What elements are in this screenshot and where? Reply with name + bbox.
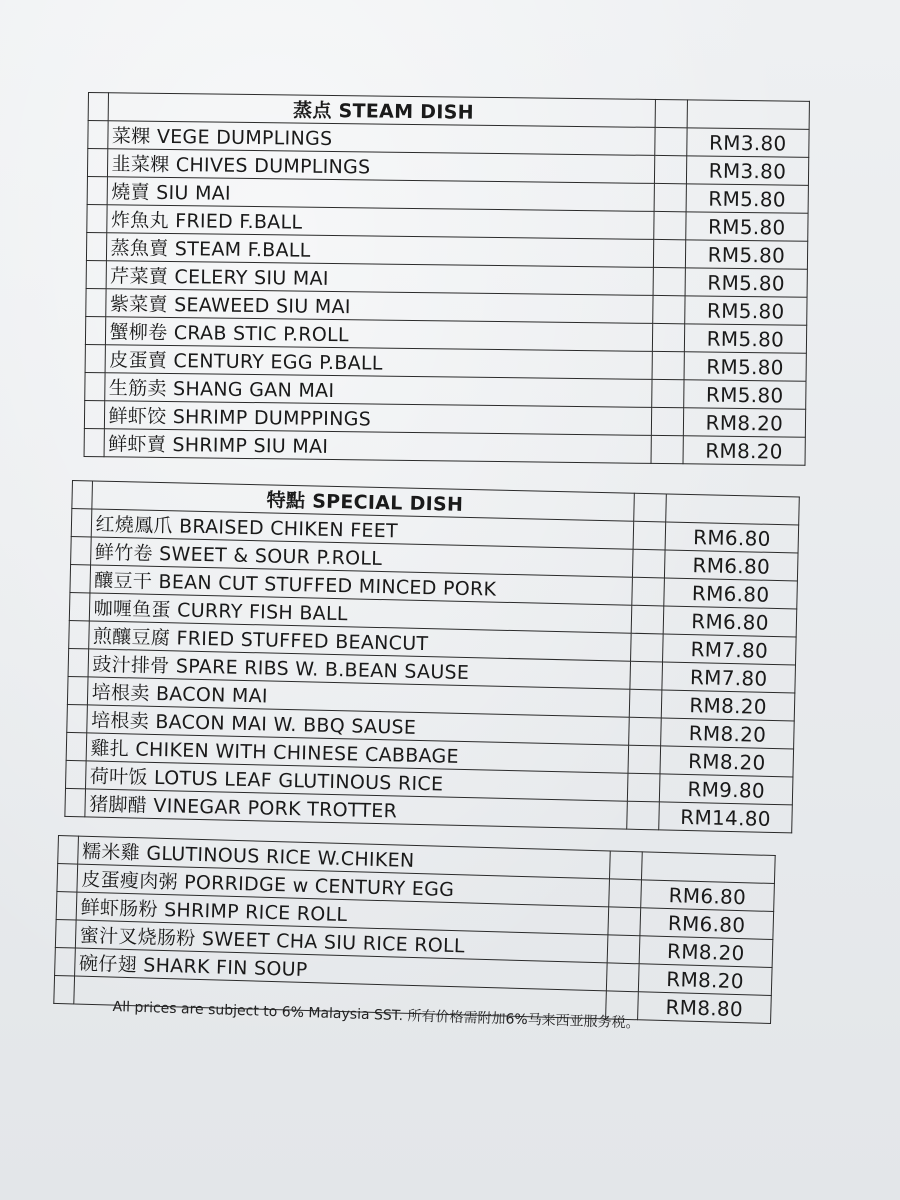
menu-item-price: RM8.20 bbox=[661, 690, 794, 721]
menu-item-name: 皮蛋賣 CENTURY EGG P.BALL bbox=[105, 345, 653, 380]
menu-item-price: RM6.80 bbox=[640, 908, 774, 940]
menu-item-name: 碗仔翅 SHARK FIN SOUP bbox=[74, 948, 607, 991]
menu-item-price: RM6.80 bbox=[664, 578, 797, 609]
menu-item-name: 鲜虾賣 SHRIMP SIU MAI bbox=[104, 429, 652, 464]
menu-item-name: 芹菜賣 CELERY SIU MAI bbox=[106, 261, 654, 296]
menu-item-price: RM7.80 bbox=[663, 634, 796, 665]
special-dish-header: 特點 SPECIAL DISH bbox=[91, 481, 634, 521]
menu-item-name: 猪脚醋 VINEGAR PORK TROTTER bbox=[84, 789, 627, 829]
menu-item-name: 釀豆干 BEAN CUT STUFFED MINCED PORK bbox=[90, 565, 633, 605]
steam-dish-header: 蒸点 STEAM DISH bbox=[108, 93, 656, 128]
menu-item-name: 蜜汁叉烧肠粉 SWEET CHA SIU RICE ROLL bbox=[75, 920, 608, 963]
menu-item-price: RM5.80 bbox=[685, 240, 808, 269]
menu-item-name: 培根卖 BACON MAI W. BBQ SAUSE bbox=[86, 705, 629, 745]
menu-item-name: 蒸魚賣 STEAM F.BALL bbox=[106, 233, 654, 268]
menu-item-price: RM8.20 bbox=[683, 436, 806, 465]
menu-item-price: RM3.80 bbox=[687, 128, 810, 157]
menu-item-name: 紫菜賣 SEAWEED SIU MAI bbox=[105, 289, 653, 324]
menu-item-price: RM5.80 bbox=[684, 352, 807, 381]
sst-footnote: All prices are subject to 6% Malaysia SST. 所有价格需附加6%马来西亚服务税。 bbox=[112, 998, 640, 1032]
menu-item-name: 糯米雞 GLUTINOUS RICE W.CHIKEN bbox=[77, 836, 610, 879]
menu-item-price: RM5.80 bbox=[684, 324, 807, 353]
menu-item-price: RM6.80 bbox=[640, 880, 774, 912]
special-dish-table bbox=[64, 480, 799, 833]
menu-item-name: 雞扎 CHIKEN WITH CHINESE CABBAGE bbox=[86, 733, 629, 773]
menu-item-price: RM6.80 bbox=[665, 522, 798, 553]
menu-item-name: 培根卖 BACON MAI bbox=[87, 677, 630, 717]
other-dish-table bbox=[53, 835, 775, 1024]
menu-item-price: RM6.80 bbox=[665, 550, 798, 581]
menu-item-price: RM8.20 bbox=[660, 746, 793, 777]
menu-item-name: 蟹柳卷 CRAB STIC P.ROLL bbox=[105, 317, 653, 352]
menu-item-name: 菜粿 VEGE DUMPLINGS bbox=[107, 121, 655, 156]
menu-item-price: RM8.20 bbox=[661, 718, 794, 749]
steam-dish-table bbox=[84, 92, 810, 466]
menu-item-name: 生筋卖 SHANG GAN MAI bbox=[104, 373, 652, 408]
menu-item-price: RM9.80 bbox=[660, 774, 793, 805]
menu-item-price: RM8.20 bbox=[638, 964, 772, 996]
menu-item-price: RM5.80 bbox=[685, 268, 808, 297]
menu-item-name: 红燒鳳爪 BRAISED CHIKEN FEET bbox=[91, 509, 634, 549]
menu-item-price: RM5.80 bbox=[686, 184, 809, 213]
menu-item-name: 鲜竹卷 SWEET & SOUR P.ROLL bbox=[90, 537, 633, 577]
menu-item-name: 咖喱鱼蛋 CURRY FISH BALL bbox=[89, 593, 632, 633]
menu-item-price bbox=[641, 852, 775, 884]
menu-item-name: 皮蛋瘦肉粥 PORRIDGE w CENTURY EGG bbox=[77, 864, 610, 907]
menu-item-name: 煎釀豆腐 FRIED STUFFED BEANCUT bbox=[88, 621, 631, 661]
menu-item-price: RM5.80 bbox=[685, 212, 808, 241]
menu-item-price: RM14.80 bbox=[659, 802, 792, 833]
menu-item-price: RM8.20 bbox=[639, 936, 773, 968]
menu-item-name: 豉汁排骨 SPARE RIBS W. B.BEAN SAUSE bbox=[88, 649, 631, 689]
menu-item-price: RM3.80 bbox=[686, 156, 809, 185]
menu-item-name: 荷叶饭 LOTUS LEAF GLUTINOUS RICE bbox=[85, 761, 628, 801]
menu-item-price: RM8.80 bbox=[637, 992, 771, 1024]
menu-item-price: RM5.80 bbox=[684, 296, 807, 325]
menu-item-name: 燒賣 SIU MAI bbox=[107, 177, 655, 212]
menu-item-name: 韭菜粿 CHIVES DUMPLINGS bbox=[107, 149, 655, 184]
menu-item-price: RM8.20 bbox=[683, 408, 806, 437]
menu-item-name: 鲜虾饺 SHRIMP DUMPPINGS bbox=[104, 401, 652, 436]
menu-item-price: RM6.80 bbox=[663, 606, 796, 637]
menu-item-name: 炸魚丸 FRIED F.BALL bbox=[106, 205, 654, 240]
menu-item-price: RM7.80 bbox=[662, 662, 795, 693]
menu-item-price: RM5.80 bbox=[683, 380, 806, 409]
menu-item-name: 鲜虾肠粉 SHRIMP RICE ROLL bbox=[76, 892, 609, 935]
